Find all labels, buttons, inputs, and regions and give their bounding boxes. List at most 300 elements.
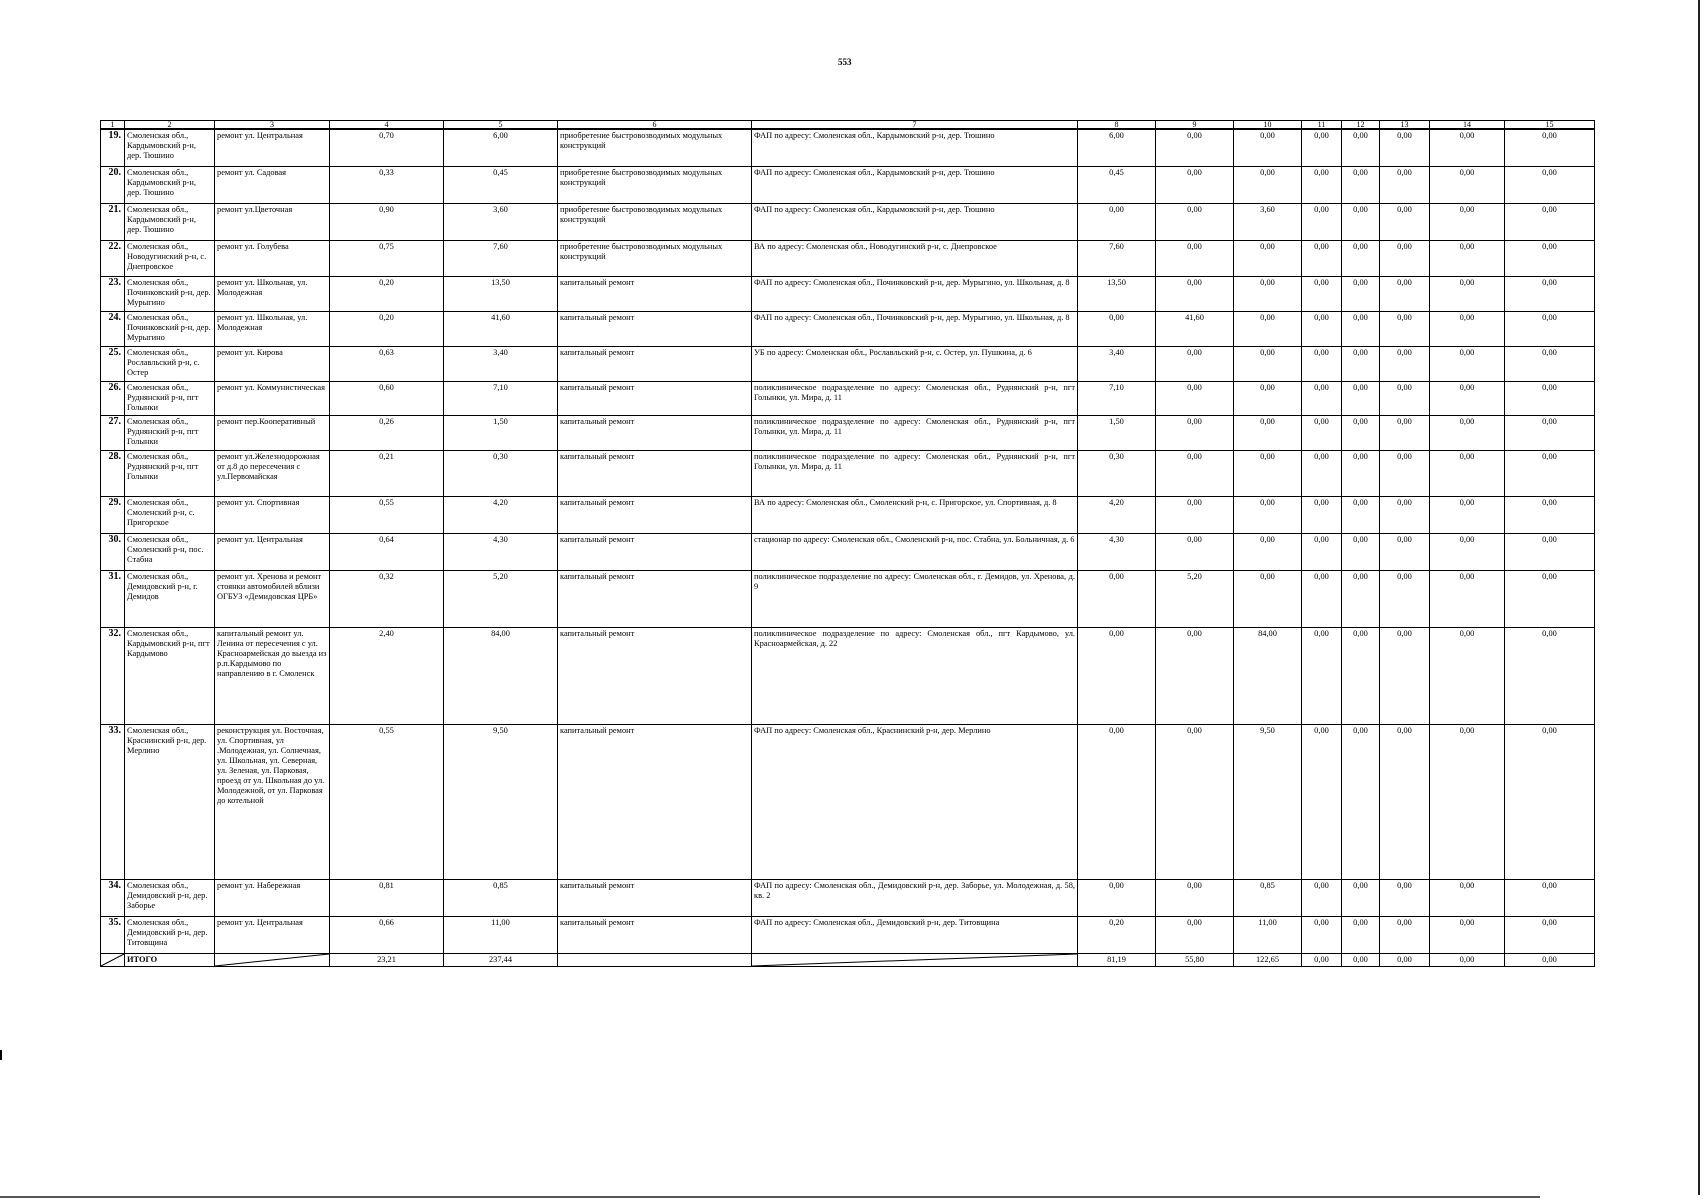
location: Смоленская обл., Демидовский р-н, г. Демидов bbox=[125, 570, 215, 627]
value-col-11: 0,00 bbox=[1302, 879, 1342, 916]
value-col-13: 0,00 bbox=[1380, 240, 1430, 276]
value-col-15: 0,00 bbox=[1505, 533, 1595, 570]
value-col-11: 0,00 bbox=[1302, 450, 1342, 496]
object-address: поликлиническое подразделение по адресу: Смоленская обл., Руднянский р-н, пгт Голынки, ул. Мира, д. 11 bbox=[752, 415, 1078, 450]
value-col-15: 0,00 bbox=[1505, 496, 1595, 533]
table-row bbox=[101, 129, 1595, 166]
total-col-11: 0,00 bbox=[1302, 953, 1342, 966]
value-col-13: 0,00 bbox=[1380, 627, 1430, 724]
table-row bbox=[101, 450, 1595, 496]
work-description: ремонт ул. Спортивная bbox=[215, 496, 330, 533]
value-col-8: 3,40 bbox=[1078, 346, 1156, 381]
header-cell: 4 bbox=[330, 121, 444, 130]
length: 0,21 bbox=[330, 450, 444, 496]
total-col-10: 122,65 bbox=[1234, 953, 1302, 966]
total-col-13: 0,00 bbox=[1380, 953, 1430, 966]
area: 41,60 bbox=[444, 311, 558, 346]
value-col-9: 0,00 bbox=[1156, 346, 1234, 381]
header-cell: 15 bbox=[1505, 121, 1595, 130]
value-col-9: 0,00 bbox=[1156, 496, 1234, 533]
length: 0,63 bbox=[330, 346, 444, 381]
value-col-12: 0,00 bbox=[1342, 415, 1380, 450]
length: 0,81 bbox=[330, 879, 444, 916]
work-type: капитальный ремонт bbox=[558, 415, 752, 450]
location: Смоленская обл., Руднянский р-н, пгт Голынки bbox=[125, 415, 215, 450]
object-address: ФАП по адресу: Смоленская обл., Демидовский р-н, дер. Титовщина bbox=[752, 916, 1078, 953]
table-row bbox=[101, 381, 1595, 415]
scan-edge-mark bbox=[0, 1196, 1540, 1198]
value-col-15: 0,00 bbox=[1505, 276, 1595, 311]
header-cell: 2 bbox=[125, 121, 215, 130]
value-col-13: 0,00 bbox=[1380, 381, 1430, 415]
area: 6,00 bbox=[444, 129, 558, 166]
value-col-8: 0,00 bbox=[1078, 570, 1156, 627]
location: Смоленская обл., Руднянский р-н, пгт Голынки bbox=[125, 381, 215, 415]
value-col-10: 9,50 bbox=[1234, 724, 1302, 879]
length: 0,55 bbox=[330, 724, 444, 879]
work-type: капитальный ремонт bbox=[558, 570, 752, 627]
value-col-15: 0,00 bbox=[1505, 724, 1595, 879]
value-col-15: 0,00 bbox=[1505, 627, 1595, 724]
value-col-10: 0,00 bbox=[1234, 533, 1302, 570]
value-col-13: 0,00 bbox=[1380, 166, 1430, 203]
value-col-11: 0,00 bbox=[1302, 240, 1342, 276]
work-type: капитальный ремонт bbox=[558, 879, 752, 916]
row-number: 19. bbox=[101, 129, 125, 166]
value-col-12: 0,00 bbox=[1342, 203, 1380, 240]
value-col-8: 0,45 bbox=[1078, 166, 1156, 203]
value-col-13: 0,00 bbox=[1380, 496, 1430, 533]
value-col-11: 0,00 bbox=[1302, 570, 1342, 627]
value-col-15: 0,00 bbox=[1505, 240, 1595, 276]
length: 2,40 bbox=[330, 627, 444, 724]
value-col-14: 0,00 bbox=[1430, 276, 1505, 311]
total-col-9: 55,80 bbox=[1156, 953, 1234, 966]
value-col-14: 0,00 bbox=[1430, 415, 1505, 450]
value-col-10: 0,00 bbox=[1234, 570, 1302, 627]
value-col-14: 0,00 bbox=[1430, 496, 1505, 533]
object-address: ВА по адресу: Смоленская обл., Смоленский р-н, с. Пригорское, ул. Спортивная, д. 8 bbox=[752, 496, 1078, 533]
value-col-15: 0,00 bbox=[1505, 129, 1595, 166]
header-cell: 1 bbox=[101, 121, 125, 130]
total-row bbox=[101, 953, 1595, 966]
work-type: приобретение быстровозводимых модульных конструкций bbox=[558, 129, 752, 166]
value-col-15: 0,00 bbox=[1505, 203, 1595, 240]
value-col-13: 0,00 bbox=[1380, 570, 1430, 627]
object-address: поликлиническое подразделение по адресу: Смоленская обл., пгт Кардымово, ул. Красноармейская, д. 22 bbox=[752, 627, 1078, 724]
header-cell: 7 bbox=[752, 121, 1078, 130]
table-row bbox=[101, 346, 1595, 381]
length: 0,26 bbox=[330, 415, 444, 450]
total-col-14: 0,00 bbox=[1430, 953, 1505, 966]
header-cell: 8 bbox=[1078, 121, 1156, 130]
value-col-10: 0,85 bbox=[1234, 879, 1302, 916]
row-number: 33. bbox=[101, 724, 125, 879]
value-col-13: 0,00 bbox=[1380, 276, 1430, 311]
value-col-10: 84,00 bbox=[1234, 627, 1302, 724]
value-col-15: 0,00 bbox=[1505, 346, 1595, 381]
value-col-15: 0,00 bbox=[1505, 166, 1595, 203]
object-address: ФАП по адресу: Смоленская обл., Кардымовский р-н, дер. Тюшино bbox=[752, 129, 1078, 166]
value-col-12: 0,00 bbox=[1342, 496, 1380, 533]
location: Смоленская обл., Руднянский р-н, пгт Голынки bbox=[125, 450, 215, 496]
length: 0,60 bbox=[330, 381, 444, 415]
scan-edge-mark bbox=[0, 1050, 2, 1060]
value-col-9: 0,00 bbox=[1156, 129, 1234, 166]
value-col-9: 0,00 bbox=[1156, 415, 1234, 450]
value-col-10: 0,00 bbox=[1234, 129, 1302, 166]
length: 0,20 bbox=[330, 276, 444, 311]
row-number: 30. bbox=[101, 533, 125, 570]
work-description: ремонт ул. Школьная, ул. Молодежная bbox=[215, 311, 330, 346]
row-number: 27. bbox=[101, 415, 125, 450]
value-col-12: 0,00 bbox=[1342, 724, 1380, 879]
table-row bbox=[101, 415, 1595, 450]
object-address: ФАП по адресу: Смоленская обл., Кардымовский р-н, дер. Тюшино bbox=[752, 166, 1078, 203]
crossed-cell bbox=[752, 953, 1078, 966]
table-row bbox=[101, 203, 1595, 240]
total-label: ИТОГО bbox=[125, 953, 215, 966]
value-col-8: 7,60 bbox=[1078, 240, 1156, 276]
length: 0,66 bbox=[330, 916, 444, 953]
area: 84,00 bbox=[444, 627, 558, 724]
row-number: 22. bbox=[101, 240, 125, 276]
location: Смоленская обл., Кардымовский р-н, дер. Тюшино bbox=[125, 129, 215, 166]
empty-cell bbox=[558, 953, 752, 966]
length: 0,55 bbox=[330, 496, 444, 533]
value-col-8: 0,00 bbox=[1078, 724, 1156, 879]
work-description: ремонт ул. Центральная bbox=[215, 916, 330, 953]
value-col-8: 0,30 bbox=[1078, 450, 1156, 496]
value-col-11: 0,00 bbox=[1302, 415, 1342, 450]
work-type: капитальный ремонт bbox=[558, 496, 752, 533]
location: Смоленская обл., Демидовский р-н, дер. Заборье bbox=[125, 879, 215, 916]
page-number: 553 bbox=[838, 57, 852, 67]
work-description: ремонт ул.Цветочная bbox=[215, 203, 330, 240]
total-area: 237,44 bbox=[444, 953, 558, 966]
value-col-10: 0,00 bbox=[1234, 276, 1302, 311]
value-col-14: 0,00 bbox=[1430, 627, 1505, 724]
value-col-12: 0,00 bbox=[1342, 570, 1380, 627]
work-description: ремонт ул. Хренова и ремонт стоянки автомобилей вблизи ОГБУЗ «Демидовская ЦРБ» bbox=[215, 570, 330, 627]
value-col-15: 0,00 bbox=[1505, 311, 1595, 346]
header-cell: 13 bbox=[1380, 121, 1430, 130]
row-number: 31. bbox=[101, 570, 125, 627]
total-col-15: 0,00 bbox=[1505, 953, 1595, 966]
area: 3,60 bbox=[444, 203, 558, 240]
value-col-10: 0,00 bbox=[1234, 381, 1302, 415]
location: Смоленская обл., Починковский р-н, дер. Мурыгино bbox=[125, 311, 215, 346]
row-number: 24. bbox=[101, 311, 125, 346]
value-col-13: 0,00 bbox=[1380, 203, 1430, 240]
value-col-15: 0,00 bbox=[1505, 570, 1595, 627]
row-number: 25. bbox=[101, 346, 125, 381]
value-col-10: 0,00 bbox=[1234, 240, 1302, 276]
location: Смоленская обл., Демидовский р-н, дер. Титовщина bbox=[125, 916, 215, 953]
value-col-9: 0,00 bbox=[1156, 916, 1234, 953]
work-description: ремонт ул. Садовая bbox=[215, 166, 330, 203]
table-row bbox=[101, 724, 1595, 879]
value-col-13: 0,00 bbox=[1380, 879, 1430, 916]
object-address: ФАП по адресу: Смоленская обл., Починковский р-н, дер. Мурыгино, ул. Школьная, д. 8 bbox=[752, 311, 1078, 346]
area: 5,20 bbox=[444, 570, 558, 627]
table-row bbox=[101, 496, 1595, 533]
value-col-12: 0,00 bbox=[1342, 879, 1380, 916]
value-col-9: 0,00 bbox=[1156, 450, 1234, 496]
value-col-15: 0,00 bbox=[1505, 450, 1595, 496]
value-col-14: 0,00 bbox=[1430, 166, 1505, 203]
length: 0,33 bbox=[330, 166, 444, 203]
area: 0,45 bbox=[444, 166, 558, 203]
table-row bbox=[101, 311, 1595, 346]
work-description: ремонт ул. Набережная bbox=[215, 879, 330, 916]
area: 3,40 bbox=[444, 346, 558, 381]
value-col-12: 0,00 bbox=[1342, 381, 1380, 415]
row-number: 28. bbox=[101, 450, 125, 496]
value-col-10: 0,00 bbox=[1234, 346, 1302, 381]
header-cell: 5 bbox=[444, 121, 558, 130]
length: 0,64 bbox=[330, 533, 444, 570]
value-col-8: 0,00 bbox=[1078, 203, 1156, 240]
value-col-12: 0,00 bbox=[1342, 129, 1380, 166]
value-col-12: 0,00 bbox=[1342, 240, 1380, 276]
area: 11,00 bbox=[444, 916, 558, 953]
value-col-10: 0,00 bbox=[1234, 311, 1302, 346]
value-col-8: 7,10 bbox=[1078, 381, 1156, 415]
object-address: УБ по адресу: Смоленская обл., Рославльский р-н, с. Остер, ул. Пушкина, д. 6 bbox=[752, 346, 1078, 381]
work-type: капитальный ремонт bbox=[558, 346, 752, 381]
value-col-8: 0,00 bbox=[1078, 627, 1156, 724]
value-col-10: 3,60 bbox=[1234, 203, 1302, 240]
value-col-9: 0,00 bbox=[1156, 627, 1234, 724]
object-address: ФАП по адресу: Смоленская обл., Демидовский р-н, дер. Заборье, ул. Молодежная, д. 58, кв. 2 bbox=[752, 879, 1078, 916]
work-type: капитальный ремонт bbox=[558, 450, 752, 496]
value-col-9: 0,00 bbox=[1156, 240, 1234, 276]
work-type: капитальный ремонт bbox=[558, 724, 752, 879]
crossed-cell bbox=[101, 953, 125, 966]
value-col-9: 0,00 bbox=[1156, 166, 1234, 203]
value-col-14: 0,00 bbox=[1430, 879, 1505, 916]
location: Смоленская обл., Краснинский р-н, дер. Мерлино bbox=[125, 724, 215, 879]
value-col-12: 0,00 bbox=[1342, 627, 1380, 724]
value-col-14: 0,00 bbox=[1430, 311, 1505, 346]
value-col-12: 0,00 bbox=[1342, 346, 1380, 381]
table-row bbox=[101, 916, 1595, 953]
row-number: 26. bbox=[101, 381, 125, 415]
table-row bbox=[101, 570, 1595, 627]
value-col-12: 0,00 bbox=[1342, 533, 1380, 570]
location: Смоленская обл., Кардымовский р-н, дер. Тюшино bbox=[125, 166, 215, 203]
value-col-13: 0,00 bbox=[1380, 916, 1430, 953]
value-col-12: 0,00 bbox=[1342, 311, 1380, 346]
object-address: стационар по адресу: Смоленская обл., Смоленский р-н, пос. Стабна, ул. Больничная, д. 6 bbox=[752, 533, 1078, 570]
value-col-13: 0,00 bbox=[1380, 415, 1430, 450]
value-col-9: 0,00 bbox=[1156, 879, 1234, 916]
work-type: капитальный ремонт bbox=[558, 276, 752, 311]
object-address: поликлиническое подразделение по адресу: Смоленская обл., г. Демидов, ул. Хренова, д. 9 bbox=[752, 570, 1078, 627]
object-address: поликлиническое подразделение по адресу: Смоленская обл., Руднянский р-н, пгт Голынки, ул. Мира, д. 11 bbox=[752, 381, 1078, 415]
value-col-14: 0,00 bbox=[1430, 129, 1505, 166]
header-cell: 10 bbox=[1234, 121, 1302, 130]
table-row bbox=[101, 166, 1595, 203]
value-col-8: 0,20 bbox=[1078, 916, 1156, 953]
value-col-11: 0,00 bbox=[1302, 496, 1342, 533]
value-col-13: 0,00 bbox=[1380, 346, 1430, 381]
row-number: 20. bbox=[101, 166, 125, 203]
area: 7,10 bbox=[444, 381, 558, 415]
value-col-8: 0,00 bbox=[1078, 311, 1156, 346]
work-description: ремонт ул. Кирова bbox=[215, 346, 330, 381]
work-type: капитальный ремонт bbox=[558, 627, 752, 724]
value-col-14: 0,00 bbox=[1430, 203, 1505, 240]
value-col-13: 0,00 bbox=[1380, 450, 1430, 496]
value-col-9: 0,00 bbox=[1156, 533, 1234, 570]
value-col-12: 0,00 bbox=[1342, 166, 1380, 203]
value-col-11: 0,00 bbox=[1302, 724, 1342, 879]
header-cell: 3 bbox=[215, 121, 330, 130]
location: Смоленская обл., Кардымовский р-н, пгт Кардымово bbox=[125, 627, 215, 724]
area: 0,30 bbox=[444, 450, 558, 496]
area: 4,30 bbox=[444, 533, 558, 570]
work-type: капитальный ремонт bbox=[558, 311, 752, 346]
row-number: 21. bbox=[101, 203, 125, 240]
area: 13,50 bbox=[444, 276, 558, 311]
value-col-11: 0,00 bbox=[1302, 166, 1342, 203]
row-number: 29. bbox=[101, 496, 125, 533]
value-col-8: 1,50 bbox=[1078, 415, 1156, 450]
area: 1,50 bbox=[444, 415, 558, 450]
value-col-14: 0,00 bbox=[1430, 724, 1505, 879]
value-col-15: 0,00 bbox=[1505, 916, 1595, 953]
area: 9,50 bbox=[444, 724, 558, 879]
value-col-13: 0,00 bbox=[1380, 311, 1430, 346]
area: 0,85 bbox=[444, 879, 558, 916]
row-number: 34. bbox=[101, 879, 125, 916]
location: Смоленская обл., Новодугинский р-н, с. Днепровское bbox=[125, 240, 215, 276]
work-description: ремонт ул. Голубева bbox=[215, 240, 330, 276]
header-cell: 14 bbox=[1430, 121, 1505, 130]
value-col-9: 41,60 bbox=[1156, 311, 1234, 346]
value-col-15: 0,00 bbox=[1505, 879, 1595, 916]
work-type: капитальный ремонт bbox=[558, 916, 752, 953]
object-address: поликлиническое подразделение по адресу: Смоленская обл., Руднянский р-н, пгт Голынки, ул. Мира, д. 11 bbox=[752, 450, 1078, 496]
value-col-11: 0,00 bbox=[1302, 346, 1342, 381]
length: 0,20 bbox=[330, 311, 444, 346]
value-col-14: 0,00 bbox=[1430, 450, 1505, 496]
area: 4,20 bbox=[444, 496, 558, 533]
work-description: ремонт пер.Кооперативный bbox=[215, 415, 330, 450]
work-type: капитальный ремонт bbox=[558, 533, 752, 570]
total-col-12: 0,00 bbox=[1342, 953, 1380, 966]
header-cell: 11 bbox=[1302, 121, 1342, 130]
value-col-11: 0,00 bbox=[1302, 311, 1342, 346]
value-col-9: 5,20 bbox=[1156, 570, 1234, 627]
location: Смоленская обл., Кардымовский р-н, дер. Тюшино bbox=[125, 203, 215, 240]
table-row bbox=[101, 533, 1595, 570]
table-row bbox=[101, 879, 1595, 916]
value-col-10: 0,00 bbox=[1234, 450, 1302, 496]
work-description: ремонт ул. Центральная bbox=[215, 533, 330, 570]
object-address: ФАП по адресу: Смоленская обл., Краснинский р-н, дер. Мерлино bbox=[752, 724, 1078, 879]
work-description: реконструкция ул. Восточная, ул. Спортивная, ул .Молодежная, ул. Солнечная, ул. Школьная, ул. Северная, ул. Зеленая, ул. Парковая, проезд от ул. Школьная до ул. Молодежной, от ул. Парковая до котельной bbox=[215, 724, 330, 879]
scan-edge-mark bbox=[1698, 0, 1700, 1195]
value-col-15: 0,00 bbox=[1505, 415, 1595, 450]
value-col-13: 0,00 bbox=[1380, 724, 1430, 879]
value-col-13: 0,00 bbox=[1380, 533, 1430, 570]
work-type: капитальный ремонт bbox=[558, 381, 752, 415]
value-col-9: 0,00 bbox=[1156, 724, 1234, 879]
value-col-11: 0,00 bbox=[1302, 627, 1342, 724]
work-description: капитальный ремонт ул. Ленина от пересечения с ул. Красноармейская до выезда из р.п.Кардымово по направлению в г. Смоленск bbox=[215, 627, 330, 724]
value-col-8: 4,20 bbox=[1078, 496, 1156, 533]
value-col-8: 13,50 bbox=[1078, 276, 1156, 311]
value-col-8: 4,30 bbox=[1078, 533, 1156, 570]
location: Смоленская обл., Смоленский р-н, с. Пригорское bbox=[125, 496, 215, 533]
value-col-9: 0,00 bbox=[1156, 276, 1234, 311]
row-number: 32. bbox=[101, 627, 125, 724]
location: Смоленская обл., Смоленский р-н, пос. Стабна bbox=[125, 533, 215, 570]
header-cell: 12 bbox=[1342, 121, 1380, 130]
work-type: приобретение быстровозводимых модульных конструкций bbox=[558, 240, 752, 276]
value-col-14: 0,00 bbox=[1430, 916, 1505, 953]
value-col-14: 0,00 bbox=[1430, 570, 1505, 627]
value-col-14: 0,00 bbox=[1430, 533, 1505, 570]
value-col-12: 0,00 bbox=[1342, 450, 1380, 496]
value-col-9: 0,00 bbox=[1156, 203, 1234, 240]
table-row bbox=[101, 627, 1595, 724]
row-number: 23. bbox=[101, 276, 125, 311]
value-col-11: 0,00 bbox=[1302, 129, 1342, 166]
value-col-11: 0,00 bbox=[1302, 276, 1342, 311]
table-header-row bbox=[101, 121, 1595, 130]
value-col-10: 0,00 bbox=[1234, 415, 1302, 450]
length: 0,70 bbox=[330, 129, 444, 166]
work-description: ремонт ул. Коммунистическая bbox=[215, 381, 330, 415]
length: 0,75 bbox=[330, 240, 444, 276]
value-col-12: 0,00 bbox=[1342, 916, 1380, 953]
value-col-11: 0,00 bbox=[1302, 381, 1342, 415]
length: 0,90 bbox=[330, 203, 444, 240]
location: Смоленская обл., Рославльский р-н, с. Остер bbox=[125, 346, 215, 381]
value-col-15: 0,00 bbox=[1505, 381, 1595, 415]
value-col-12: 0,00 bbox=[1342, 276, 1380, 311]
work-description: ремонт ул. Школьная, ул. Молодежная bbox=[215, 276, 330, 311]
value-col-13: 0,00 bbox=[1380, 129, 1430, 166]
roads-table bbox=[100, 120, 1595, 967]
value-col-14: 0,00 bbox=[1430, 240, 1505, 276]
work-description: ремонт ул. Центральная bbox=[215, 129, 330, 166]
object-address: ФАП по адресу: Смоленская обл., Кардымовский р-н, дер. Тюшино bbox=[752, 203, 1078, 240]
row-number: 35. bbox=[101, 916, 125, 953]
value-col-14: 0,00 bbox=[1430, 381, 1505, 415]
value-col-11: 0,00 bbox=[1302, 203, 1342, 240]
table-row bbox=[101, 276, 1595, 311]
area: 7,60 bbox=[444, 240, 558, 276]
value-col-11: 0,00 bbox=[1302, 916, 1342, 953]
work-description: ремонт ул.Железнодорожная от д.8 до пересечения с ул.Первомайская bbox=[215, 450, 330, 496]
value-col-8: 6,00 bbox=[1078, 129, 1156, 166]
value-col-10: 0,00 bbox=[1234, 166, 1302, 203]
total-length: 23,21 bbox=[330, 953, 444, 966]
location: Смоленская обл., Починковский р-н, дер. Мурыгино bbox=[125, 276, 215, 311]
work-type: приобретение быстровозводимых модульных конструкций bbox=[558, 203, 752, 240]
object-address: ВА по адресу: Смоленская обл., Новодугинский р-н, с. Днепровское bbox=[752, 240, 1078, 276]
header-cell: 9 bbox=[1156, 121, 1234, 130]
work-type: приобретение быстровозводимых модульных конструкций bbox=[558, 166, 752, 203]
object-address: ФАП по адресу: Смоленская обл., Починковский р-н, дер. Мурыгино, ул. Школьная, д. 8 bbox=[752, 276, 1078, 311]
value-col-8: 0,00 bbox=[1078, 879, 1156, 916]
value-col-9: 0,00 bbox=[1156, 381, 1234, 415]
